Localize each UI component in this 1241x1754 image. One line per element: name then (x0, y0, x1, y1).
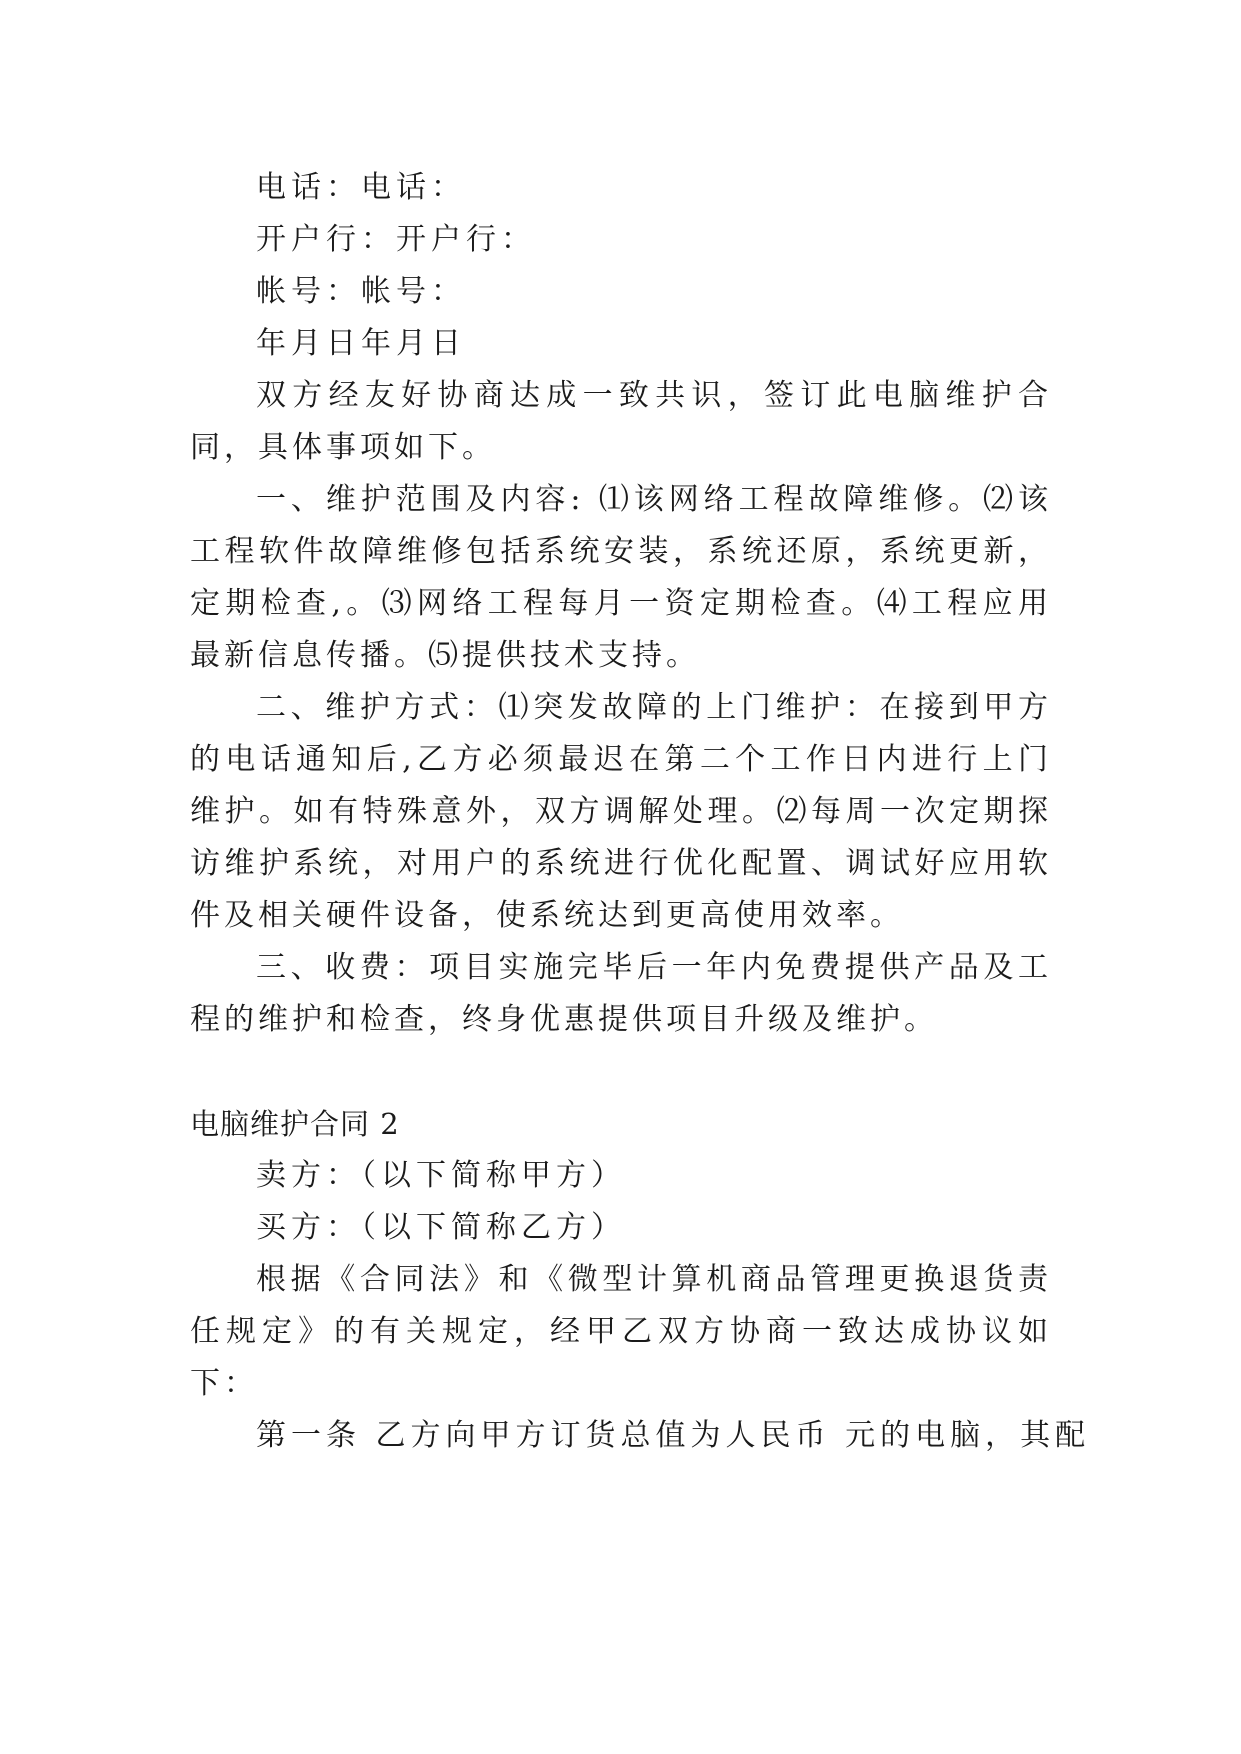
document-body (190, 162, 1091, 1462)
section-fees: 三、收费：项目实施完毕后一年内免费提供产品及工程的维护和检查，终身优惠提供项目升级及维护。 (190, 950, 1052, 1037)
section-maintenance-method: 二、维护方式：⑴突发故障的上门维护：在接到甲方的电话通知后,乙方必须最迟在第二个工作日内进行上门维护。如有特殊意外，双方调解处理。⑵每周一次定期探访维护系统，对用户的系统进行优化配置、调试好应用软件及相关硬件设备，使系统达到更高使用效率。 (190, 690, 1052, 933)
buyer-line: 买方：（以下简称乙方） (256, 1210, 626, 1245)
contract2-title: 电脑维护合同 2 (190, 1107, 400, 1141)
section-maintenance-scope: 一、维护范围及内容: ⑴该网络工程故障维修。⑵该工程软件故障维修包括系统安装，系统还原，系统更新，定期检查,。⑶网络工程每月一资定期检查。⑷工程应用最新信息传播。⑸提供技术支持。 (190, 482, 1052, 673)
article-1-line: 第一条 乙方向甲方订货总值为人民币 元的电脑，其配 (256, 1418, 1091, 1453)
seller-line: 卖方：（以下简称甲方） (256, 1158, 626, 1193)
legal-basis-paragraph: 根据《合同法》和《微型计算机商品管理更换退货责任规定》的有关规定，经甲乙双方协商一致达成协议如下： (190, 1262, 1052, 1401)
intro-paragraph: 双方经友好协商达成一致共识，签订此电脑维护合同，具体事项如下。 (190, 378, 1052, 465)
date-line: 年月日年月日 (256, 326, 466, 361)
phone-line: 电话：电话： (256, 170, 466, 205)
bank-line: 开户行：开户行： (256, 222, 536, 257)
account-line: 帐号：帐号： (256, 274, 466, 309)
